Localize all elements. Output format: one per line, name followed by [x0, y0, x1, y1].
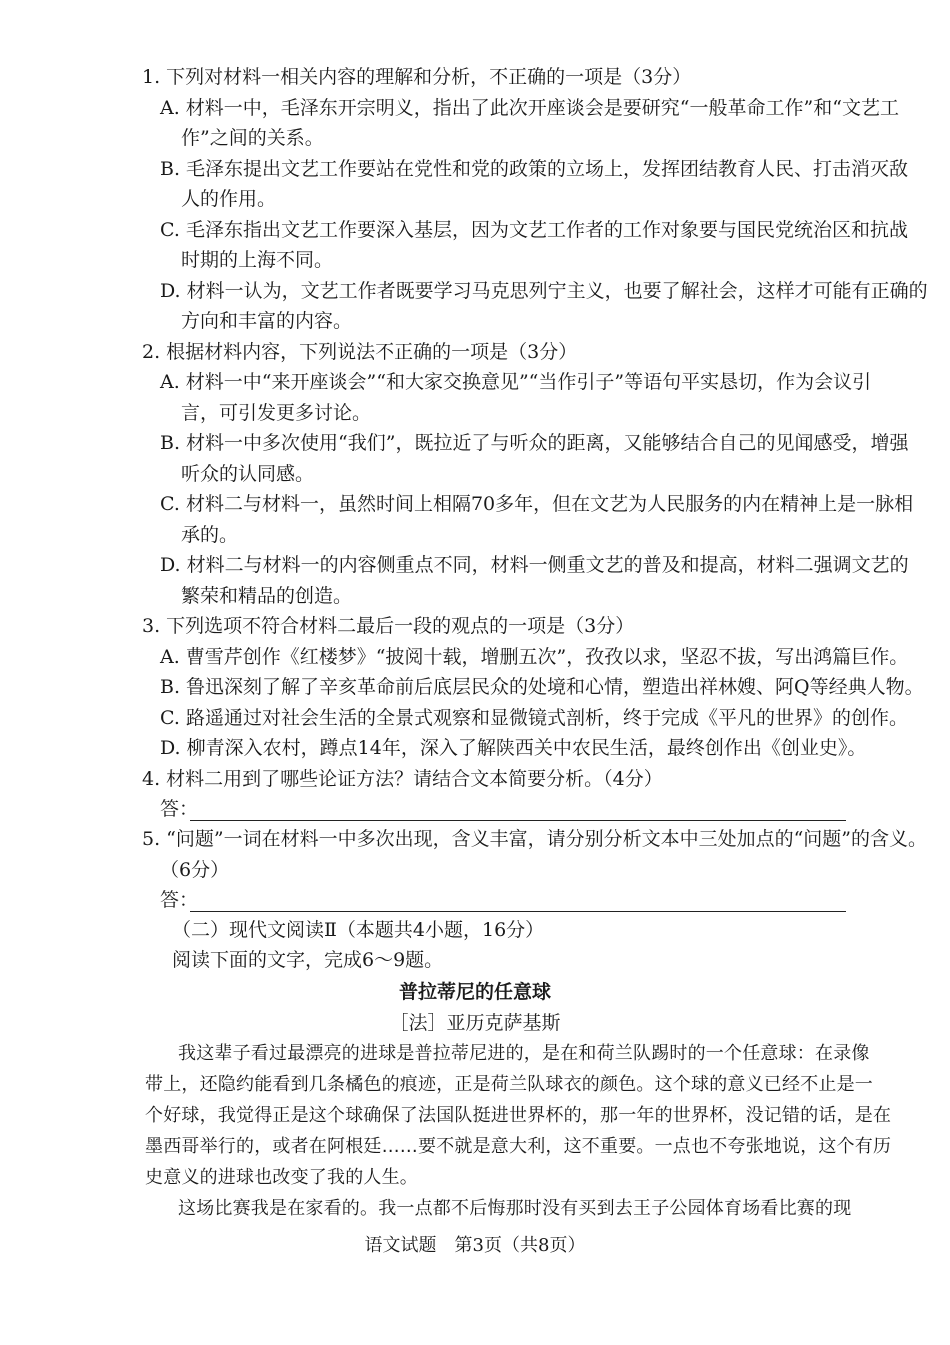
section-instruction: 阅读下面的文字，完成6～9题。 — [172, 949, 444, 971]
q2-option-b-line2: 听众的认同感。 — [181, 463, 315, 485]
q1-option-b-line2: 人的作用。 — [181, 188, 277, 210]
story-line: 这场比赛我是在家看的。我一点都不后悔那时没有买到去王子公园体育场看比赛的现 — [178, 1198, 852, 1219]
story-line: 带上，还隐约能看到几条橘色的痕迹，正是荷兰队球衣的颜色。这个球的意义已经不止是一 — [145, 1074, 873, 1095]
q1-option-a-line2: 作”之间的关系。 — [181, 127, 324, 149]
story-line: 我这辈子看过最漂亮的进球是普拉蒂尼进的，是在和荷兰队踢时的一个任意球：在录像 — [178, 1043, 870, 1064]
story-line: 墨西哥举行的，或者在阿根廷……要不就是意大利，这不重要。一点也不夸张地说，这个有历 — [145, 1136, 892, 1157]
section-heading: （二）现代文阅读Ⅱ（本题共4小题，16分） — [172, 919, 545, 941]
q2-option-c-line1: C. 材料二与材料一，虽然时间上相隔70多年，但在文艺为人民服务的内在精神上是一脉相 — [160, 493, 914, 515]
q4-answer-line[interactable] — [0, 796, 950, 822]
q2-option-b-line1: B. 材料一中多次使用“我们”，既拉近了与听众的距离，又能够结合自己的见闻感受，增强 — [160, 432, 909, 454]
q1-option-d-line1: D. 材料一认为，文艺工作者既要学习马克思列宁主义，也要了解社会，这样才可能有正确的 — [160, 280, 928, 302]
q3-option-d: D. 柳青深入农村，蹲点14年，深入了解陕西关中农民生活，最终创作出《创业史》。 — [160, 737, 867, 759]
q3-stem: 3. 下列选项不符合材料二最后一段的观点的一项是（3分） — [142, 615, 635, 637]
page-footer: 语文试题 第3页（共8页） — [364, 1235, 586, 1256]
q2-option-d-line1: D. 材料二与材料一的内容侧重点不同，材料一侧重文艺的普及和提高，材料二强调文艺的 — [160, 554, 909, 576]
q5-points: （6分） — [160, 859, 230, 881]
q5-answer-label: 答： — [160, 889, 199, 911]
q5-answer-blank[interactable] — [190, 911, 846, 912]
story-line: 史意义的进球也改变了我的人生。 — [145, 1167, 418, 1188]
q3-option-c: C. 路遥通过对社会生活的全景式观察和显微镜式剖析，终于完成《平凡的世界》的创作。 — [160, 707, 908, 729]
story-title: 普拉蒂尼的任意球 — [398, 981, 551, 1003]
q4-stem: 4. 材料二用到了哪些论证方法？请结合文本简要分析。（4分） — [142, 768, 663, 790]
story-author: ［法］亚历克萨基斯 — [389, 1012, 561, 1034]
story-line: 个好球，我觉得正是这个球确保了法国队挺进世界杯的，那一年的世界杯，没记错的话，是在 — [145, 1105, 892, 1126]
q4-answer-label: 答： — [160, 798, 199, 820]
q1-stem: 1. 下列对材料一相关内容的理解和分析，不正确的一项是（3分） — [142, 66, 692, 88]
q1-option-d-line2: 方向和丰富的内容。 — [181, 310, 353, 332]
q1-option-c-line2: 时期的上海不同。 — [181, 249, 334, 271]
q1-option-c-line1: C. 毛泽东指出文艺工作要深入基层，因为文艺工作者的工作对象要与国民党统治区和抗战 — [160, 219, 908, 241]
q2-option-d-line2: 繁荣和精品的创造。 — [181, 585, 353, 607]
q3-option-a: A. 曹雪芹创作《红楼梦》“披阅十载，增删五次”，孜孜以求，坚忍不拔，写出鸿篇巨作。 — [160, 646, 909, 668]
q5-stem: 5. “问题”一词在材料一中多次出现，含义丰富，请分别分析文本中三处加点的“问题”的含义。 — [142, 828, 928, 850]
q2-option-a-line1: A. 材料一中“来开座谈会”“和大家交换意见”“当作引子”等语句平实恳切，作为会议引 — [160, 371, 872, 393]
q2-stem: 2. 根据材料内容，下列说法不正确的一项是（3分） — [142, 341, 578, 363]
q1-option-a-line1: A. 材料一中，毛泽东开宗明义，指出了此次开座谈会是要研究“一般革命工作”和“文艺工 — [160, 97, 899, 119]
q3-option-b: B. 鲁迅深刻了解了辛亥革命前后底层民众的处境和心情，塑造出祥林嫂、阿Q等经典人物。 — [160, 676, 924, 698]
q2-option-c-line2: 承的。 — [181, 524, 239, 546]
q1-option-b-line1: B. 毛泽东提出文艺工作要站在党性和党的政策的立场上，发挥团结教育人民、打击消灭敌 — [160, 158, 909, 180]
q5-answer-line[interactable] — [0, 887, 950, 913]
q4-answer-blank[interactable] — [190, 820, 846, 821]
q2-option-a-line2: 言，可引发更多讨论。 — [181, 402, 372, 424]
